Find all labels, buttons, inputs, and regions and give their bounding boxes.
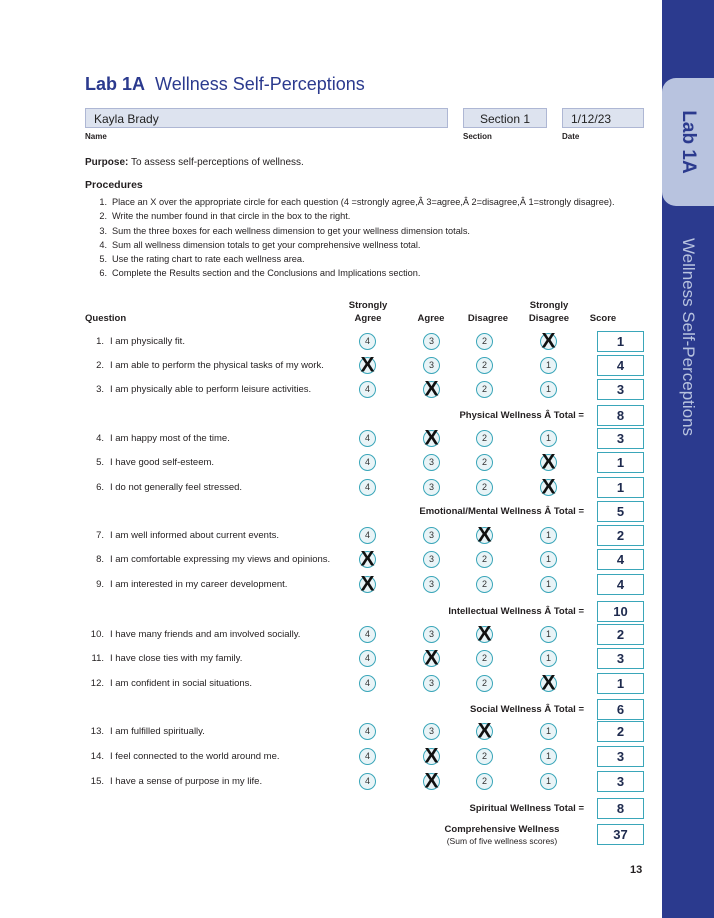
rating-circle-3[interactable]: 3 xyxy=(423,675,440,692)
x-mark: X xyxy=(477,523,492,547)
rating-circle-4[interactable]: 4 xyxy=(359,723,376,740)
rating-circle-4[interactable]: 4 xyxy=(359,333,376,350)
question-text: I am physically able to perform leisure activities. xyxy=(110,384,312,395)
question-number: 13. xyxy=(90,726,104,737)
dimension-total-box[interactable]: 5 xyxy=(597,501,644,522)
rating-circle-3[interactable] xyxy=(423,426,440,450)
rating-circle-1[interactable]: 1 xyxy=(540,650,557,667)
procedure-step: 6. Complete the Results section and the Conclusions and Implications section. xyxy=(99,268,421,279)
question-row xyxy=(0,573,662,597)
rating-circle-4[interactable] xyxy=(359,547,376,571)
rating-circle-1[interactable]: 1 xyxy=(540,527,557,544)
x-mark: X xyxy=(541,329,556,353)
lab-title: Wellness Self-Perceptions xyxy=(155,74,365,94)
rating-circle-1[interactable]: 1 xyxy=(540,723,557,740)
score-box[interactable]: 2 xyxy=(597,525,644,546)
question-number: 14. xyxy=(90,751,104,762)
rating-circle-4[interactable]: 4 xyxy=(359,454,376,471)
question-row xyxy=(0,720,662,744)
score-box[interactable]: 3 xyxy=(597,379,644,400)
question-number: 2. xyxy=(96,360,104,371)
x-mark: X xyxy=(424,769,439,793)
dimension-total-box[interactable]: 6 xyxy=(597,699,644,720)
rating-circle-2[interactable]: 2 xyxy=(476,454,493,471)
question-row xyxy=(0,623,662,647)
question-text: I am happy most of the time. xyxy=(110,433,230,444)
comprehensive-total-box[interactable]: 37 xyxy=(597,824,644,845)
question-row xyxy=(0,330,662,354)
rating-circle-2[interactable] xyxy=(476,622,493,646)
dimension-total-label: Social Wellness Â Total = xyxy=(470,704,584,715)
question-row xyxy=(0,770,662,794)
question-text: I do not generally feel stressed. xyxy=(110,482,243,493)
rating-circle-3[interactable] xyxy=(423,646,440,670)
strongly-agree-header: Strongly Agree xyxy=(348,300,388,324)
score-box[interactable]: 1 xyxy=(597,477,644,498)
question-number: 12. xyxy=(90,678,104,689)
rating-circle-2[interactable]: 2 xyxy=(476,333,493,350)
comprehensive-label: Comprehensive Wellness xyxy=(444,824,560,835)
procedures-list xyxy=(85,197,650,283)
rating-circle-1[interactable] xyxy=(540,671,557,695)
rating-circle-4[interactable]: 4 xyxy=(359,381,376,398)
score-box[interactable]: 4 xyxy=(597,549,644,570)
rating-circle-3[interactable]: 3 xyxy=(423,333,440,350)
rating-circle-2[interactable]: 2 xyxy=(476,357,493,374)
dimension-total-box[interactable]: 8 xyxy=(597,405,644,426)
question-text: I am well informed about current events. xyxy=(110,530,279,541)
rating-circle-3[interactable]: 3 xyxy=(423,479,440,496)
x-mark: X xyxy=(424,377,439,401)
procedure-step: 1. Place an X over the appropriate circle for each question (4 =strongly agree,Â 3=agree,Â 2=disagree,Â 1=strongly disagree). xyxy=(99,197,615,207)
question-row xyxy=(0,672,662,696)
question-text: I feel connected to the world around me. xyxy=(110,751,280,762)
x-mark: X xyxy=(541,671,556,695)
question-number: 10. xyxy=(90,629,104,640)
question-row xyxy=(0,378,662,402)
question-text: I am fulfilled spiritually. xyxy=(110,726,205,737)
rating-circle-1[interactable] xyxy=(540,450,557,474)
rating-circle-2[interactable]: 2 xyxy=(476,551,493,568)
question-column-header: Question xyxy=(85,313,127,324)
question-text: I have close ties with my family. xyxy=(110,653,243,664)
x-mark: X xyxy=(360,547,375,571)
question-row xyxy=(0,476,662,500)
purpose-text: To assess self-perceptions of wellness. xyxy=(128,157,304,168)
score-box[interactable]: 1 xyxy=(597,331,644,352)
dimension-total-row xyxy=(0,500,662,524)
question-text: I am interested in my career development. xyxy=(110,579,288,590)
score-box[interactable]: 1 xyxy=(597,452,644,473)
rating-circle-3[interactable] xyxy=(423,769,440,793)
rating-circle-4[interactable]: 4 xyxy=(359,626,376,643)
rating-circle-3[interactable]: 3 xyxy=(423,357,440,374)
date-field[interactable]: 1/12/23 xyxy=(562,108,644,128)
score-box[interactable]: 1 xyxy=(597,673,644,694)
rating-circle-2[interactable] xyxy=(476,523,493,547)
dimension-total-box[interactable]: 8 xyxy=(597,798,644,819)
score-box[interactable]: 3 xyxy=(597,771,644,792)
score-header: Score xyxy=(589,313,617,324)
question-row xyxy=(0,524,662,548)
rating-circle-1[interactable]: 1 xyxy=(540,381,557,398)
rating-circle-1[interactable]: 1 xyxy=(540,430,557,447)
disagree-header: Disagree xyxy=(467,313,509,324)
name-field[interactable]: Kayla Brady xyxy=(85,108,448,128)
rating-circle-2[interactable]: 2 xyxy=(476,430,493,447)
page-number: 13 xyxy=(630,864,643,876)
question-text: I have many friends and am involved socially. xyxy=(110,629,301,640)
question-text: I have good self-esteem. xyxy=(110,457,215,468)
score-box[interactable]: 3 xyxy=(597,428,644,449)
procedures-heading: Procedures xyxy=(85,179,143,191)
x-mark: X xyxy=(360,572,375,596)
dimension-total-label: Intellectual Wellness Â Total = xyxy=(448,606,584,617)
rating-circle-2[interactable] xyxy=(476,719,493,743)
rating-circle-1[interactable]: 1 xyxy=(540,773,557,790)
rating-circle-1[interactable]: 1 xyxy=(540,626,557,643)
question-row xyxy=(0,354,662,378)
strongly-disagree-header: Strongly Disagree xyxy=(528,300,570,324)
procedure-step: 2. Write the number found in that circle in the box to the right. xyxy=(99,211,351,222)
rating-circle-4[interactable]: 4 xyxy=(359,675,376,692)
date-label: Date xyxy=(562,132,580,141)
rating-circle-4[interactable] xyxy=(359,572,376,596)
procedure-step: 4. Sum all wellness dimension totals to get your comprehensive wellness total. xyxy=(99,239,421,250)
question-text: I have a sense of purpose in my life. xyxy=(110,776,263,787)
rating-circle-1[interactable]: 1 xyxy=(540,576,557,593)
rating-circle-3[interactable]: 3 xyxy=(423,626,440,643)
rating-circle-1[interactable]: 1 xyxy=(540,748,557,765)
purpose-label: Purpose: xyxy=(85,157,129,168)
rating-circle-2[interactable]: 2 xyxy=(476,381,493,398)
dimension-total-row xyxy=(0,600,662,624)
rating-circle-4[interactable]: 4 xyxy=(359,430,376,447)
rating-circle-2[interactable]: 2 xyxy=(476,748,493,765)
rating-circle-3[interactable]: 3 xyxy=(423,527,440,544)
comprehensive-sublabel: (Sum of five wellness scores) xyxy=(446,836,558,846)
rating-circle-3[interactable] xyxy=(423,377,440,401)
lab-number: Lab 1A xyxy=(85,74,146,94)
question-number: 15. xyxy=(90,776,104,787)
question-number: 9. xyxy=(96,579,104,590)
question-row xyxy=(0,427,662,451)
question-number: 6. xyxy=(96,482,104,493)
score-box[interactable]: 3 xyxy=(597,648,644,669)
question-text: I am physically fit. xyxy=(110,336,185,347)
x-mark: X xyxy=(477,622,492,646)
rating-circle-4[interactable]: 4 xyxy=(359,773,376,790)
section-field[interactable]: Section 1 xyxy=(463,108,547,128)
dimension-total-row xyxy=(0,404,662,428)
score-box[interactable]: 4 xyxy=(597,574,644,595)
question-text: I am able to perform the physical tasks of my work. xyxy=(110,360,324,371)
rating-circle-4[interactable]: 4 xyxy=(359,527,376,544)
purpose xyxy=(85,157,304,168)
score-box[interactable]: 2 xyxy=(597,721,644,742)
question-row xyxy=(0,745,662,769)
rating-circle-1[interactable] xyxy=(540,475,557,499)
dimension-total-label: Physical Wellness Â Total = xyxy=(459,410,584,421)
rating-circle-3[interactable] xyxy=(423,744,440,768)
question-row xyxy=(0,451,662,475)
procedure-step: 5. Use the rating chart to rate each wellness area. xyxy=(99,254,305,265)
question-number: 3. xyxy=(96,384,104,395)
procedure-step: 3. Sum the three boxes for each wellness dimension to get your wellness dimension totals. xyxy=(99,225,470,236)
question-number: 5. xyxy=(96,457,104,468)
question-text: I am confident in social situations. xyxy=(110,678,253,689)
question-number: 7. xyxy=(96,530,104,541)
rating-circle-2[interactable]: 2 xyxy=(476,773,493,790)
rating-circle-2[interactable]: 2 xyxy=(476,650,493,667)
rating-circle-2[interactable]: 2 xyxy=(476,479,493,496)
x-mark: X xyxy=(477,719,492,743)
dimension-total-label: Emotional/Mental Wellness Â Total = xyxy=(419,506,584,517)
rating-circle-3[interactable]: 3 xyxy=(423,454,440,471)
agree-header: Agree xyxy=(417,313,445,324)
question-text: I am comfortable expressing my views and opinions. xyxy=(110,554,331,565)
rating-circle-2[interactable]: 2 xyxy=(476,675,493,692)
x-mark: X xyxy=(541,450,556,474)
x-mark: X xyxy=(424,744,439,768)
question-number: 4. xyxy=(96,433,104,444)
question-number: 8. xyxy=(96,554,104,565)
rating-circle-4[interactable]: 4 xyxy=(359,748,376,765)
rating-circle-1[interactable] xyxy=(540,329,557,353)
rating-circle-4[interactable] xyxy=(359,353,376,377)
sidebar-tab-label: Lab 1A xyxy=(678,110,699,174)
question-number: 1. xyxy=(96,336,104,347)
page-title xyxy=(85,74,365,95)
rating-circle-4[interactable]: 4 xyxy=(359,650,376,667)
dimension-total-row xyxy=(0,797,662,821)
x-mark: X xyxy=(541,475,556,499)
question-row xyxy=(0,548,662,572)
rating-circle-3[interactable]: 3 xyxy=(423,723,440,740)
name-label: Name xyxy=(85,132,107,141)
score-box[interactable]: 2 xyxy=(597,624,644,645)
question-row xyxy=(0,647,662,671)
dimension-total-row xyxy=(0,698,662,722)
dimension-total-label: Spiritual Wellness Total = xyxy=(469,803,584,814)
question-number: 11. xyxy=(91,653,104,664)
x-mark: X xyxy=(424,426,439,450)
sidebar-title: Wellness Self-Perceptions xyxy=(679,237,698,437)
rating-circle-3[interactable]: 3 xyxy=(423,576,440,593)
rating-circle-1[interactable]: 1 xyxy=(540,357,557,374)
rating-circle-4[interactable]: 4 xyxy=(359,479,376,496)
rating-circle-1[interactable]: 1 xyxy=(540,551,557,568)
x-mark: X xyxy=(360,353,375,377)
rating-circle-3[interactable]: 3 xyxy=(423,551,440,568)
x-mark: X xyxy=(424,646,439,670)
rating-circle-2[interactable]: 2 xyxy=(476,576,493,593)
score-box[interactable]: 3 xyxy=(597,746,644,767)
score-box[interactable]: 4 xyxy=(597,355,644,376)
section-label: Section xyxy=(463,132,492,141)
dimension-total-box[interactable]: 10 xyxy=(597,601,644,622)
